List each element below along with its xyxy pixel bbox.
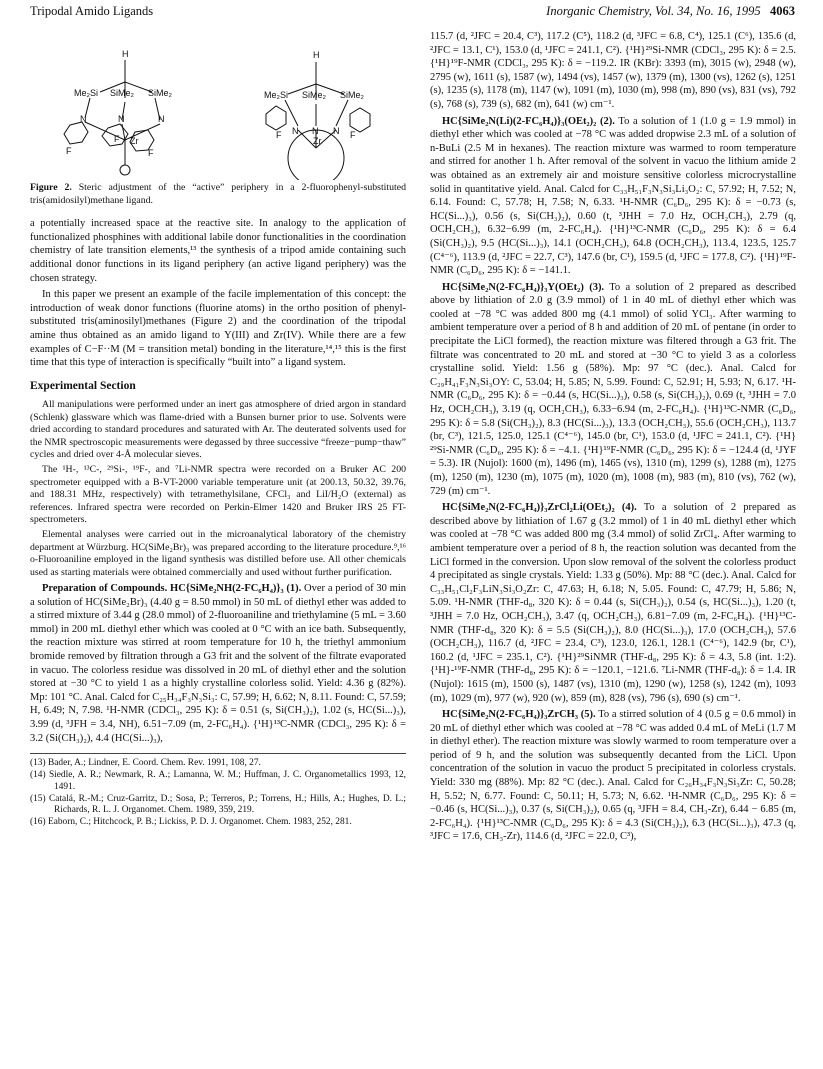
left-column (30, 30, 406, 829)
label-h-right: H (313, 50, 320, 60)
compound-4-text: To a solution of 2 prepared as described above by lithiation of 1.67 g (3.2 mmol) of 1 in 40 mL diethyl ether which was cooled at −78 °C was added 800 mg (3.4 mmol) of solid ZrCl₄. After warming to ambient temperature over a period of 8 h, the reaction solution was decanted from the LiCl formed in the conversion. Upon slow removal of the solvent the colorless product 4 precipitated as single crystals. Yield: 1.33 g (50%). Mp: 88 °C (dec.). Anal. Calcd for C₃₃H₅₁Cl₂F₃LiN₃Si₃O₂Zr: C, 47.63; H, 6.18; N, 5.05. Found: C, 47.79; H, 5.86; N, 5.09. ¹H-NMR (THF-d₈, 320 K): δ = 0.44 (s, Si(CH₃)₂), 0.54 (s, HC(Si...)₃), 1.20 (t, ³JHH = 7.0 Hz, OCH₂CH₃), 3.47 (q, OCH₂CH₃), 6.81−7.09 (m, 2-FC₆H₄). {¹H}¹³C-NMR (THF-d₈, 320 K): δ = 5.5 (Si(CH₃)₂), 8.0 (HC(Si...)₃), 17.0 (OCH₂CH₃), 57.6 (OCH₂CH₃), 116.7 (d, ²JFC = 23.4, C³), 123.0, 126.1, 128.1 (C⁴⁻⁶), 142.9 (br, C¹), 160.2 (d, ¹JFC = 235.1, C²). {¹H}²⁹SiNMR (THF-d₈, 295 K): δ = 4.3, 5.8 (int. 1:2). {¹H}-¹⁹F-NMR (THF-d₈, 295 K): δ = −120.1, −121.6. ⁷Li-NMR (THF-d₈): δ = 1.4. IR (Nujol): 1615 (m), 1500 (s), 1487 (vs), 1310 (m), 1290 (w), 1258 (s), 1242 (m), 1093 (m), 1029 (m), 977 (w), 920 (w), 859 (m), 828 (vs), 796 (s), 690 (s) cm⁻¹. (430, 502, 796, 704)
right-structure-labels (264, 50, 365, 146)
paragraph-general: All manipulations were performed under an inert gas atmosphere of dried argon in standard (Schlenk) glassware which was flame-dried with a Bunsen burner prior to use. Solvents were dried according to standard procedures and saturated with Ar. The deuterated solvents used for the NMR spectroscopic measurements were degassed by three successive “freeze−pump−thaw” cycles and dried over 4-Å molecular sieves. (30, 399, 406, 460)
label-sime2-left-center: SiMe₂ (110, 88, 134, 98)
reference-16: (16) Eaborn, C.; Hitchcock, P. B.; Lickiss, P. D. J. Organomet. Chem. 1983, 252, 281. (30, 817, 352, 828)
left-structure (64, 60, 160, 175)
label-h-left: H (122, 49, 129, 59)
paragraph-intro-2: In this paper we present an example of the facile implementation of this concept: the introduction of weak donor functions (fluorine atoms) in the ortho position of phenyl-substituted tris(aminosilyl)methanes (Figure 2) and the coordination of the tripodal amine thus obtained as an amido ligand to Y(III) and Zr(IV). While there are a few examples of C−F··M (M = transition metal) bonding in the literature,¹⁴,¹⁵ this is the first time that this type of interaction is specifically “built into” a ligand system. (30, 289, 406, 369)
page-number: 4063 (770, 4, 795, 18)
label-f-left-2: F (114, 134, 120, 144)
label-zr-left: Zr (130, 136, 139, 146)
label-me2si-right: Me₂Si (264, 90, 288, 100)
label-me2si-left: Me₂Si (74, 88, 98, 98)
compound-2-text: To a solution of 1 (1.0 g = 1.9 mmol) in diethyl ether which was cooled at −78 °C was added dropwise 2.3 mL of a solution of n-BuLi (2.5 M in hexanes). The reaction mixture was warmed to room temperature and stirred for another 1 h. After removal of the solvent in vacuo the lithium amide 2 was obtained as an extremely air and moisture sensitive colorless microcrystalline solid in quantitative yield. Anal. Calcd for C₃₃H₅₁F₃N₃Si₃Li₃O₂: C, 57.92; H, 7.52; N, 6.14. Found: C, 57.78; H, 7.58; N, 6.33. ¹H-NMR (C₆D₆, 295 K): δ = −0.73 (s, HC(Si...)₃), 0.56 (s, Si(CH₃)₂), 0.60 (t, ³JHH = 7.0 Hz, OCH₂CH₃), 2.79 (q, OCH₂CH₃), 6.32−6.99 (m, 2-FC₆H₄). {¹H}¹³C-NMR (C₆D₆, 295 K): δ = 6.4 (Si(CH₃)₂), 9.5 (HC(Si...)₃), 14.1 (OCH₂CH₃), 64.8 (OCH₂CH₃), 113.4, 123.5, 125.7 (C⁴⁻⁶), 113.9 (d, ²JFC = 22.7, C³), 147.6 (br, C¹), 159.5 (d, ¹JFC = 177.8, C²). {¹H}¹⁹F-NMR (C₆D₆, 295 K): δ = −141.1. (430, 115, 797, 277)
compound-2-heading: HC{SiMe₂N(Li)(2-FC₆H₄)}₃(OEt₂)₂ (2). (442, 115, 615, 127)
label-sime2-right-center: SiMe₂ (302, 90, 326, 100)
paragraph-compound-5 (430, 708, 796, 844)
paragraph-analyses: Elemental analyses were carried out in the microanalytical laboratory of the chemistry department at Würzburg. HC(SiMe₂Br)₃ was prepared according to the literature procedure.⁹,¹⁶ o-Fluoroaniline employed in the ligand synthesis was distilled before use. All other chemicals used as starting materials were obtained commercially and used without further purification. (30, 529, 406, 578)
compound-3-text: To a solution of 2 prepared as described above by lithiation of 2.0 g (3.9 mmol) of 1 in 40 mL of diethyl ether which was cooled at −78 °C was added 800 mg (4.1 mmol) of solid YCl₃. After warming to ambient temperature over a period of 8 h and addition of 20 mL of pentane (in order to precipitate the LiCl formed), the reaction mixture was filtered through a G3 frit. The filtrate was concentrated to 20 mL and stored at −30 °C to yield 3 as a colorless crystalline solid. Yield: 1.56 g (58%). Mp: 97 °C (dec.). Anal. Calcd for C₂₉H₄₁F₃N₃Si₃OY: C, 53.04; H, 5.85; N, 5.99. Found: C, 52.91; H, 5.93; N, 6.17. ¹H-NMR (C₆D₆, 295 K): δ = −0.44 (s, HC(Si...)₃), 0.58 (s, Si(CH₃)₂), 0.69 (t, ³JHH = 7.0 Hz, OCH₂CH₃), 3.19 (q, OCH₂CH₃), 6.33−6.94 (m, 2-FC₆H₄). {¹H}¹³C-NMR (C₆D₆, 295 K): δ = 5.8 (Si(CH₃)₂), 8.3 (HC(Si...)₃), 13.3 (OCH₂CH₃), 55.6 (OCH₂CH₃), 113.7 (br, C³), 121.5, 125.0, 125.1 (C⁴⁻⁶), 145.0 (br, C¹), 153.0 (d, ¹JFC = 241.1, C²). {¹H}²⁹Si-NMR (C₆D₆, 295 K): δ = −4.1. {¹H}¹⁹F-NMR (C₆D₆, 295 K): δ = −124.4 (d, ¹JYF = 5.3). IR (Nujol): 1600 (m), 1496 (m), 1465 (vs), 1310 (m), 1299 (s), 1288 (m), 1275 (m), 1250 (m), 1230 (m), 1075 (m), 1020 (m), 1008 (m), 983 (m), 810 (vs), 762 (w), 729 (m) cm⁻¹. (430, 281, 796, 497)
label-f-right-1: F (276, 130, 282, 140)
paragraph-compound-3 (430, 281, 796, 499)
figure-2 (30, 30, 406, 180)
label-n-right-1: N (292, 126, 299, 136)
caption-label: Figure 2. (30, 182, 72, 193)
compound-1-text: Over a period of 30 min a solution of HC(SiMe₂Br)₃ (4.40 g = 8.50 mmol) in 50 mL of diethyl ether was added to a stirred mixture of 3.44 g (28.0 mmol) of 2-fluoroaniline and triethylamine (5 mL = 3.60 mmol) in 200 mL diethyl ether which was cooled at 0 °C with an ice bath. Subsequently, the reaction mixture was stirred at room temperature for 10 h, the triethyl ammonium bromide removed by filtration through a G3 frit and the solvent of the filtrate evaporated in vacuo. The colorless residue was dissolved in 20 mL of diethyl ether and the solution stored at −30 °C to yield 1 as a highly crystalline colorless solid. Yield: 4.36 g (82%). Mp: 101 °C. Anal. Calcd for C₂₅H₃₄F₃N₃Si₃: C, 57.99; H, 6.62; N, 8.11. Found: C, 57.59; H, 6.49; N, 7.98. ¹H-NMR (CDCl₃, 295 K): δ = 0.51 (s, Si(CH₃)₂), 1.02 (s, HC(Si...)₃), 3.99 (d, ³JFH = 3.4, NH), 6.51−7.09 (m, 2-FC₆H₄). {¹H}¹³C-NMR (CDCl₃, 295 K): δ = 3.2 (Si(CH₃)₂), 4.4 (HC(Si...)₃), (30, 583, 406, 744)
label-f-left-1: F (66, 146, 72, 156)
compound-4-heading: HC{SiMe₂N(2-FC₆H₄)}₃ZrCl₂Li(OEt₂)₂ (4). (442, 502, 637, 514)
right-column (430, 30, 796, 847)
label-n-left-2: N (118, 114, 125, 124)
figure-caption (30, 182, 406, 207)
paragraph-compound-1 (30, 582, 406, 745)
compound-3-heading: HC{SiMe₂N(2-FC₆H₄)}₃Y(OEt₂) (3). (442, 281, 605, 293)
label-f-left-3: F (148, 148, 154, 158)
section-title: Experimental Section (30, 379, 136, 392)
reference-13: (13) Bader, A.; Lindner, E. Coord. Chem. Rev. 1991, 108, 27. (30, 758, 261, 769)
label-f-right-2: F (350, 130, 356, 140)
label-n-right-3: N (333, 126, 340, 136)
paragraph-compound-4 (430, 501, 796, 705)
reference-14: (14) Siedle, A. R.; Newmark, R. A.; Lamanna, W. M.; Huffman, J. C. Organometallics 1993, 12, 1491. (30, 769, 406, 792)
journal-citation: Inorganic Chemistry, Vol. 34, No. 16, 1995 (546, 4, 761, 18)
compound-5-heading: HC{SiMe₂N(2-FC₆H₄)}₃ZrCH₃ (5). (442, 709, 596, 721)
compound-5-text: To a stirred solution of 4 (0.5 g = 0.6 mmol) in 20 mL of diethyl ether which was cooled at −78 °C was added 0.4 mL of MeLi (1.7 M in diethyl ether). The reaction mixture was slowly warmed to room temperature over a period of 9 h, and the solution was subsequently decanted from the LiCl. Upon concentration of the solution in vacuo the product 5 precipitated in colorless crystals. Yield: 330 mg (88%). Mp: 82 °C (dec.). Anal. Calcd for C₂₆H₃₄F₃N₃Si₃Zr: C, 50.28; H, 5.52; N, 6.77. Found: C, 50.11; H, 5.73; N, 6.62. ¹H-NMR (C₆D₆, 295 K): δ = −0.46 (s, HC(Si...)₃), 0.37 (s, Si(CH₃)₂), 0.65 (q, ³JFH = 8.4, CH₃-Zr), 6.44 − 6.85 (m, 2-FC₆H₄). {¹H}¹³C-NMR (C₆D₆, 295 K): δ = 4.3 (Si(CH₃)₂), 6.3 (HC(Si...)₃), 47.3 (q, ³JFC = 17.6, CH₃-Zr), 114.6 (d, ²JFC = 22.0, C³), (430, 709, 796, 843)
right-structure (266, 62, 370, 180)
compound-1-heading: Preparation of Compounds. HC{SiMe₂NH(2-FC₆H₄)}₃ (1). (42, 583, 302, 594)
label-n-left-3: N (158, 114, 165, 124)
label-sime2-left: SiMe₂ (148, 88, 172, 98)
label-zr-right: Zr (313, 136, 322, 146)
structure-diagram (30, 30, 406, 180)
reference-15: (15) Catalá, R.-M.; Cruz-Garritz, D.; Sosa, P.; Terreros, P.; Torrens, H.; Hills, A.; Hughes, D. L.; Richards, R. L. J. Organomet. Chem. 1989, 359, 219. (30, 793, 406, 816)
footnote-references (30, 753, 406, 829)
paragraph-compound-2 (430, 115, 796, 278)
running-head-left: Tripodal Amido Ligands (30, 4, 154, 18)
running-head-right (546, 4, 795, 19)
label-n-right-2: N (312, 126, 319, 136)
label-n-left-1: N (80, 114, 87, 124)
paragraph-compound-1-cont: 115.7 (d, ²JFC = 20.4, C³), 117.2 (C⁵), 118.2 (d, ³JFC = 6.8, C⁴), 125.1 (C⁶), 135.6 (d, ²JFC = 13.1, C¹), 153.0 (d, ¹JFC = 241.1, C²). {¹H}²⁹Si-NMR (CDCl₃, 295 K): δ = 2.5. {¹H}¹⁹F-NMR (CDCl₃, 295 K): δ = −119.2. IR (KBr): 3393 (m), 3015 (w), 2948 (w), 2795 (w), 1611 (s), 1587 (w), 1494 (vs), 1457 (w), 1379 (m), 1300 (vs), 1262 (s), 1251 (s), 1235 (s), 1178 (m), 1147 (w), 1091 (m), 1030 (m), 998 (m), 890 (vs), 831 (vs), 792 (s), 768 (s), 739 (s), 682 (m), 641 (w) cm⁻¹. (430, 31, 796, 110)
label-sime2-right: SiMe₂ (340, 90, 364, 100)
paragraph-intro-1: a potentially increased space at the reactive site. In analogy to the application of functionalized phosphines with additional labile donor functionalities in the coordination chemistry of late transition elements,¹³ the synthesis of a tripod amide containing such additional donor functions in its ligand periphery (an active ligand periphery) was the chosen strategy. (30, 218, 406, 284)
caption-text: Steric adjustment of the “active” periphery in a 2-fluorophenyl-substituted tris(amidosilyl)methane ligand. (30, 182, 406, 206)
paragraph-spectra: The ¹H-, ¹³C-, ²⁹Si-, ¹⁹F-, and ⁷Li-NMR spectra were recorded on a Bruker AC 200 spectrometer equipped with a B-VT-2000 variable temperature unit (at 200.13, 50.32, 39.76, and 188.31 MHz, respectively) with tetramethylsilane, CFCl₃ and LiI/H₂O (external) as references. Infrared spectra were recorded on Perkin-Elmer 1420 and Bruker IRS 25 FT-spectrometers. (30, 464, 406, 525)
